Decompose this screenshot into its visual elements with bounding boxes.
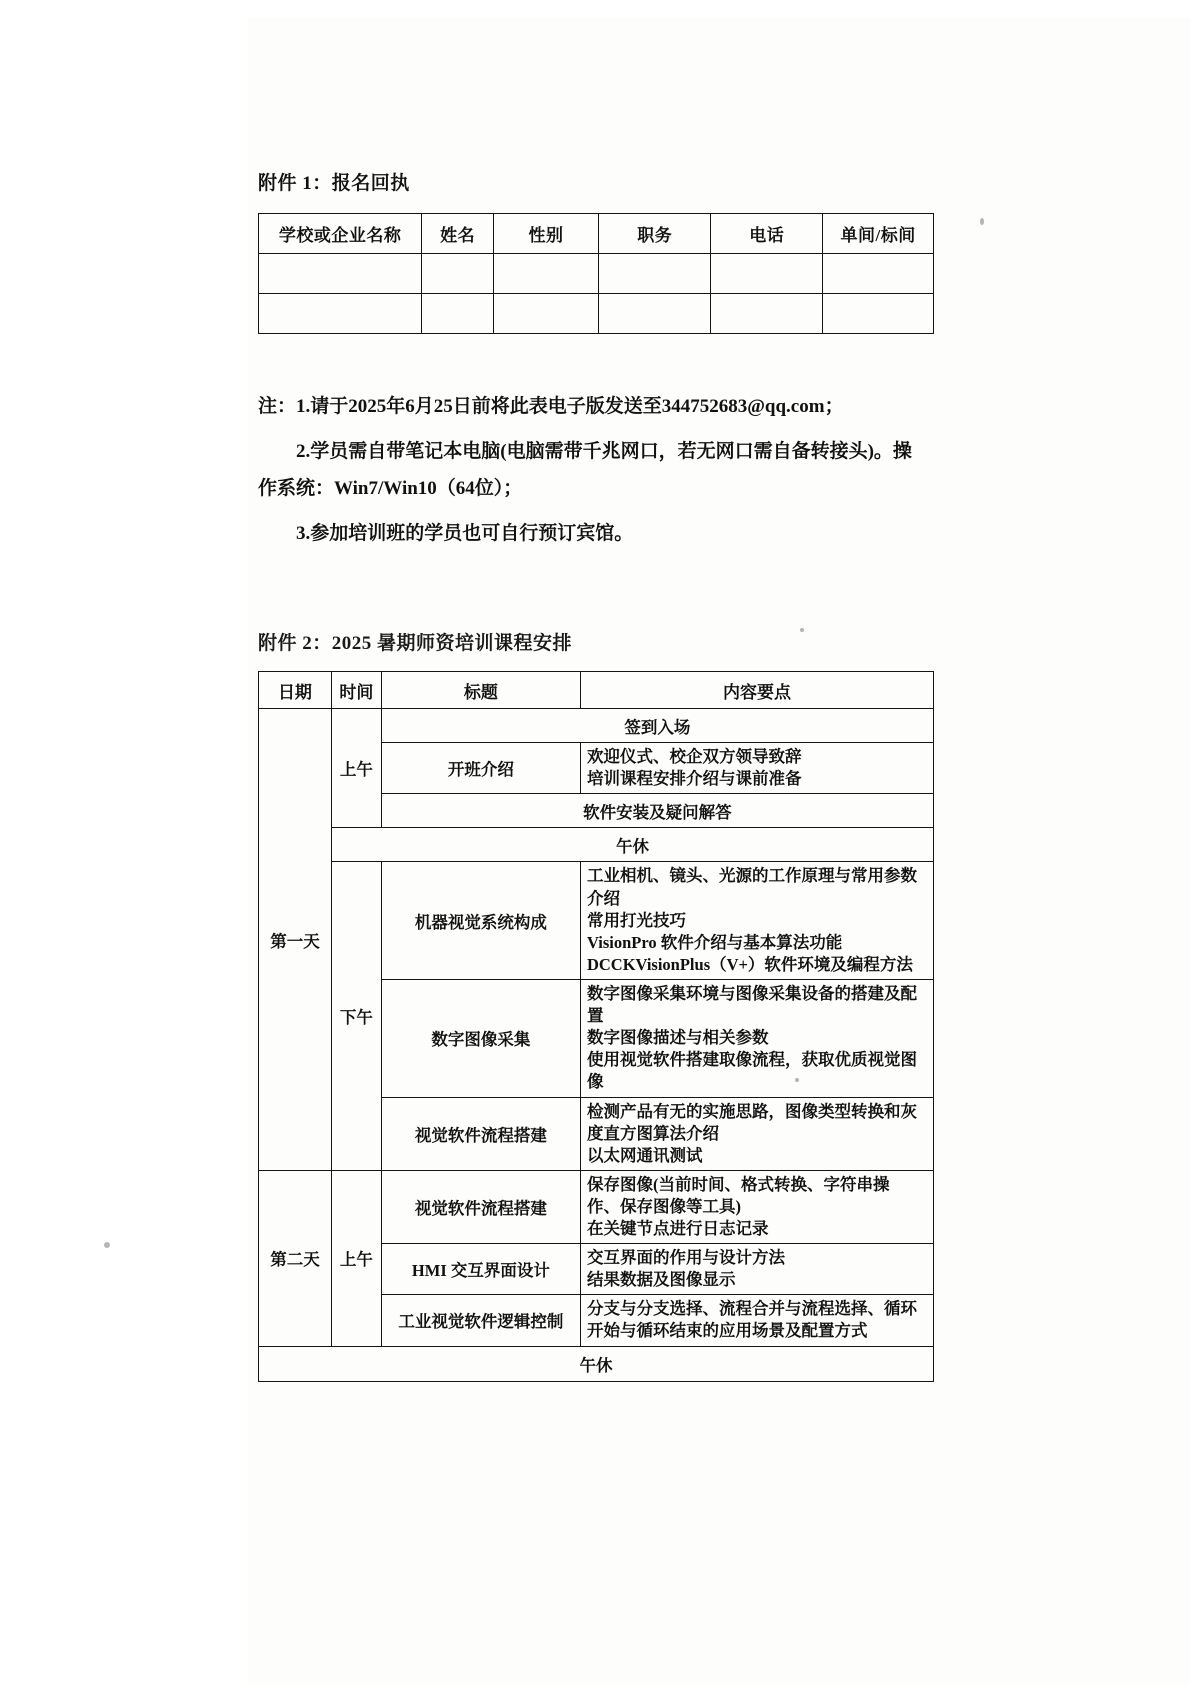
training-schedule-table bbox=[258, 671, 934, 1381]
content-line: 使用视觉软件搭建取像流程，获取优质视觉图 bbox=[586, 1050, 917, 1070]
registration-receipt-table bbox=[258, 213, 934, 334]
cell-room[interactable] bbox=[823, 294, 934, 334]
notes-block bbox=[258, 388, 934, 552]
cell-phone[interactable] bbox=[711, 294, 823, 334]
content-line: 常用打光技巧 bbox=[586, 910, 686, 930]
cell-room[interactable] bbox=[823, 254, 934, 294]
cell-topic-workflow-1: 视觉软件流程搭建 bbox=[381, 1097, 580, 1170]
cell-time-morning-1: 上午 bbox=[331, 709, 381, 828]
cell-gender[interactable] bbox=[493, 254, 598, 294]
cell-day-1: 第一天 bbox=[259, 709, 332, 1171]
content-line: 培训课程安排介绍与课前准备 bbox=[586, 769, 802, 789]
cell-time-afternoon-1: 下午 bbox=[331, 862, 381, 1170]
cell-content-image-acquisition bbox=[580, 979, 933, 1097]
content-line: DCCKVisionPlus（V+）软件环境及编程方法 bbox=[586, 954, 913, 974]
content-line: VisionPro 软件介绍与基本算法功能 bbox=[586, 932, 843, 952]
content-line: 交互界面的作用与设计方法 bbox=[586, 1248, 785, 1268]
content-line: 在关键节点进行日志记录 bbox=[586, 1219, 769, 1239]
col-header-position: 职务 bbox=[599, 214, 711, 254]
cell-topic-logic-control: 工业视觉软件逻辑控制 bbox=[381, 1295, 580, 1346]
cell-lunch-break-1: 午休 bbox=[331, 828, 933, 862]
schedule-header-row bbox=[259, 672, 934, 709]
table-row bbox=[259, 294, 934, 334]
col-header-topic: 标题 bbox=[381, 672, 580, 709]
content-line: 以太网通讯测试 bbox=[586, 1145, 703, 1165]
cell-gender[interactable] bbox=[493, 294, 598, 334]
cell-signin: 签到入场 bbox=[381, 709, 933, 743]
content-line: 像 bbox=[586, 1072, 604, 1092]
content-line: 介绍 bbox=[586, 888, 620, 908]
cell-phone[interactable] bbox=[711, 254, 823, 294]
table-row bbox=[259, 254, 934, 294]
cell-content-hmi bbox=[580, 1244, 933, 1295]
cell-content-opening bbox=[580, 743, 933, 794]
attachment2-title: 附件 2：2025 暑期师资培训课程安排 bbox=[258, 633, 573, 655]
table-header-row bbox=[259, 214, 934, 254]
cell-org[interactable] bbox=[259, 254, 422, 294]
cell-content-workflow-2 bbox=[580, 1170, 933, 1243]
cell-topic-hmi: HMI 交互界面设计 bbox=[381, 1244, 580, 1295]
cell-position[interactable] bbox=[599, 254, 711, 294]
content-line: 数字图像采集环境与图像采集设备的搭建及配 bbox=[586, 983, 917, 1003]
cell-name[interactable] bbox=[422, 294, 494, 334]
schedule-row-vision-system bbox=[259, 862, 934, 980]
col-header-name: 姓名 bbox=[422, 214, 494, 254]
scan-margin-left bbox=[0, 0, 248, 1684]
note-item-2-cont: 作系统：Win7/Win10（64位）； bbox=[258, 478, 523, 500]
col-header-room: 单间/标间 bbox=[823, 214, 934, 254]
content-line: 置 bbox=[586, 1006, 604, 1026]
content-line: 开始与循环结束的应用场景及配置方式 bbox=[586, 1321, 868, 1341]
cell-name[interactable] bbox=[422, 254, 494, 294]
cell-org[interactable] bbox=[259, 294, 422, 334]
cell-topic-opening: 开班介绍 bbox=[381, 743, 580, 794]
content-line: 作、保存图像等工具) bbox=[586, 1196, 741, 1216]
cell-topic-workflow-2: 视觉软件流程搭建 bbox=[381, 1170, 580, 1243]
cell-lunch-break-2: 午休 bbox=[259, 1346, 934, 1381]
content-line: 度直方图算法介绍 bbox=[586, 1123, 719, 1143]
schedule-row-lunch-2 bbox=[259, 1346, 934, 1381]
content-line: 检测产品有无的实施思路，图像类型转换和灰 bbox=[586, 1101, 917, 1121]
scan-speck bbox=[104, 1242, 110, 1248]
cell-day-2: 第二天 bbox=[259, 1170, 332, 1346]
attachment1-title: 附件 1：报名回执 bbox=[258, 173, 410, 194]
content-line: 工业相机、镜头、光源的工作原理与常用参数 bbox=[586, 866, 917, 886]
note-item-3: 3.参加培训班的学员也可自行预订宾馆。 bbox=[296, 523, 634, 545]
col-header-gender: 性别 bbox=[493, 214, 598, 254]
cell-install: 软件安装及疑问解答 bbox=[381, 794, 933, 828]
schedule-row-workflow-2 bbox=[259, 1170, 934, 1243]
schedule-row-signin bbox=[259, 709, 934, 743]
col-header-time: 时间 bbox=[331, 672, 381, 709]
scan-speck bbox=[980, 218, 984, 225]
cell-content-workflow-1 bbox=[580, 1097, 933, 1170]
document-content bbox=[258, 168, 934, 1382]
col-header-phone: 电话 bbox=[711, 214, 823, 254]
cell-content-logic-control bbox=[580, 1295, 933, 1346]
cell-content-vision-system bbox=[580, 862, 933, 980]
content-line: 分支与分支选择、流程合并与流程选择、循环 bbox=[586, 1299, 917, 1319]
col-header-org: 学校或企业名称 bbox=[259, 214, 422, 254]
col-header-content: 内容要点 bbox=[580, 672, 933, 709]
content-line: 欢迎仪式、校企双方领导致辞 bbox=[586, 747, 802, 767]
content-line: 保存图像(当前时间、格式转换、字符串操 bbox=[586, 1174, 890, 1194]
note-item-2: 2.学员需自带笔记本电脑(电脑需带千兆网口，若无网口需自备转接头)。操 bbox=[296, 441, 912, 463]
cell-position[interactable] bbox=[599, 294, 711, 334]
content-line: 数字图像描述与相关参数 bbox=[586, 1028, 769, 1048]
cell-topic-image-acquisition: 数字图像采集 bbox=[381, 979, 580, 1097]
col-header-date: 日期 bbox=[259, 672, 332, 709]
content-line: 结果数据及图像显示 bbox=[586, 1270, 736, 1290]
note-item-1: 注：1.请于2025年6月25日前将此表电子版发送至344752683@qq.com； bbox=[258, 396, 844, 417]
cell-time-morning-2: 上午 bbox=[331, 1170, 381, 1346]
cell-topic-vision-system: 机器视觉系统构成 bbox=[381, 862, 580, 980]
scan-margin-top bbox=[248, 0, 1190, 18]
schedule-row-lunch-1 bbox=[259, 828, 934, 862]
